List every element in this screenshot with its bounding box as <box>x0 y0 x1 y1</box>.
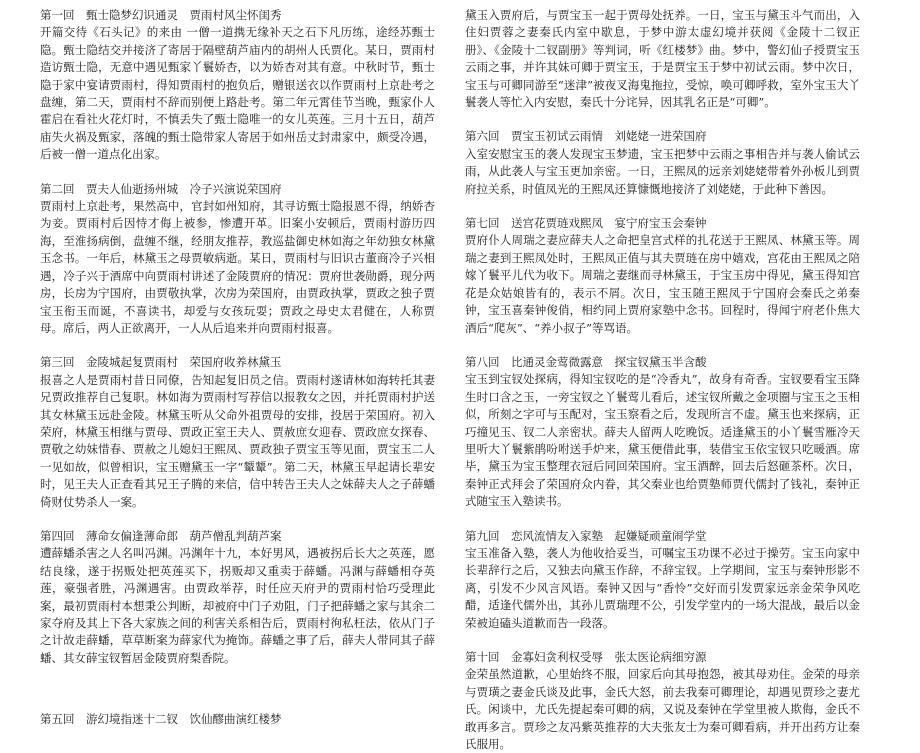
chapter-5-continued <box>465 7 860 111</box>
chapter-body: 入室安慰宝玉的袭人发现宝玉梦遗，宝玉把梦中云雨之事相告并与袭人偷试云雨，从此袭人与宝玉更加亲密。一日，王熙凤的远亲刘姥姥带着外孙板儿到贾府拉关系，时值凤光的王熙凤还算慷慨地接济了刘姥姥，于此种下善因。 <box>465 146 860 196</box>
chapter-10 <box>465 649 860 753</box>
chapter-title: 第十回 金寡妇贪利权受辱 张太医论病细穷源 <box>465 650 707 664</box>
chapter-title: 第九回 恋风流情友入家塾 起嫌疑顽童闹学堂 <box>465 528 707 543</box>
chapter-body: 贾府仆人周瑞之妻应薛夫人之命把皇宫式样的扎花送于王熙凤、林黛玉等。周瑞之妻到王熙凤处时，王熙凤正值与其夫贾琏在房中嬉戏，宫花由王熙凤之陪嫁丫鬟平儿代为收下。周瑞之妻继而寻林黛玉，于宝玉房中得见，黛玉得知宫花是众姑娘皆有的，表示不屑。次日，宝玉随王熙凤于宁国府会秦氏之弟秦钟，宝玉喜秦钟俊俏，相约同上贾府家塾中念书。回程时，得闻宁府老仆焦大酒后“爬灰”、“养小叔子”等骂语。 <box>465 233 860 335</box>
chapter-1 <box>40 7 435 164</box>
chapter-title: 第七回 送宫花贾琏戏熙凤 宴宁府宝玉会秦钟 <box>465 216 707 231</box>
chapter-title: 第五回 游幻境指迷十二钗 饮仙醪曲演红楼梦 <box>40 712 282 727</box>
chapter-title: 第二回 贾夫人仙逝扬州城 冷子兴演说荣国府 <box>40 181 282 196</box>
chapter-6 <box>465 128 860 198</box>
chapter-body: 贾雨村上京赴考，果然高中，官封如州知府，其寻访甄士隐报恩不得，纳娇杏为妾。贾雨村后因恃才侮上被参，惨遭开革。旧案小安顿后，贾雨村游历四海，至淮扬病倒，盘缠不继，经朋友推荐，教巡盐御史林如海之年幼独女林黛玉念书。一年后，林黛玉之母贾敏病逝。某日，贾雨村与旧识古董商冷子兴相遇，冷子兴于酒席中向贾雨村讲述了金陵贾府的情况：贾府世袭勋爵，现分两房，长房为宁国府，由贾敬执掌，次房为荣国府，由贾政执掌，贾政之独子贾宝玉衔玉而诞，不喜读书，却爱与女孩玩耍；贾政之母史太君健在，人称贾母。席后，两人正欲离开，一人从后追来并向贾雨村报喜。 <box>40 199 435 335</box>
chapter-title: 第六回 贾宝玉初试云雨情 刘姥姥一进荣国府 <box>465 129 707 144</box>
chapter-4 <box>40 528 435 667</box>
chapter-title: 第八回 比通灵金莺微露意 探宝钗黛玉半含酸 <box>465 354 707 369</box>
chapter-title: 第三回 金陵城起复贾雨村 荣国府收养林黛玉 <box>40 355 282 370</box>
chapter-9 <box>465 528 860 632</box>
chapter-body: 报喜之人是贾雨村昔日同僚，告知起复旧员之信。贾雨村遂请林如海转托其妻兄贾政推荐自己复职。林如海为贾雨村写荐信以报教女之因，并托贾雨村护送其女林黛玉远赴金陵。林黛玉听从父命外祖贾母的安排，投居于荣国府。初入荣府，林黛玉相继与贾母、贾政正室王夫人、贾赦庶女迎春、贾政庶女探春、贾敬之幼妹惜春、贾赦之儿媳妇王熙凤、贾政独子贾宝玉等见面，贾宝玉二人一见如故，似曾相识，宝玉赠黛玉一字“颦颦”。第二天，林黛玉早起请长辈安时，见王夫人正查看其兄王子腾的来信，信中转告王夫人之妹薛夫人之子薛蟠倚财仗势杀人一案。 <box>40 372 435 509</box>
chapter-2 <box>40 181 435 338</box>
chapter-8 <box>465 354 860 511</box>
chapter-5 <box>40 711 435 728</box>
chapter-title: 第四回 薄命女偏逢薄命郎 葫芦僧乱判葫芦案 <box>40 528 282 543</box>
chapter-body: 黛玉入贾府后，与贾宝玉一起于贾母处抚养。一日，宝玉与黛玉斗气而出，入住妇贾蓉之妻秦氏内室中歇息，于梦中游太虚幻境并获阅《金陵十二钗正册》、《金陵十二钗副册》等判词，听《红楼梦》曲。梦中，警幻仙子授贾宝玉云雨之事，并许其妹可卿于贾宝玉，于是贾宝玉于梦中初试云雨。梦中次日，宝玉与可卿同游至“迷津”被夜叉海鬼拖拉，受惊，唤可卿呼救，室外宝玉大丫鬟袭人等忙入内安慰，秦氏十分诧异，因其乳名正是“可卿”。 <box>465 8 860 110</box>
chapter-title: 第一回 甄士隐梦幻识通灵 贾雨村风尘怀闺秀 <box>40 8 282 22</box>
chapter-body: 金荣虽然道歉，心里始终不服，回家后向其母抱怨，被其母劝住。金荣的母亲与贾璜之妻金氏谈及此事，金氏大怒，前去我秦可卿理论，却遇见贾珍之妻尤氏。闲谈中，尤氏先提起秦可卿的病，又说及秦钟在学堂里被人欺侮，金氏不敢再多言。贾珍之友冯紫英推荐的大夫张友士为秦可卿看病，并开出药方让秦氏服用。 <box>465 667 860 752</box>
chapter-body: 宝玉准备入塾，袭人为他收拾妥当，可嘱宝玉功课不必过于操劳。宝玉向家中长辈辞行之后，又独去向黛玉作辞，不辞宝钗。上学期间，宝玉与秦钟形影不离，引发不少风言风语。秦钟又因与“香怜”交好而引发贾家远亲金荣争风吃醋，适逢代儒外出，其孙儿贾瑞理不公，引发学堂内的一场大混战，最后以金荣被迫磕头道歉而告一段落。 <box>465 545 860 630</box>
chapter-body: 遭薛蟠杀害之人名叫冯渊。冯渊年十九，本好男风，遇被拐后长大之英莲，愿结良缘，遂于拐贩处把英莲买下，拐贩却又重卖于薛蟠。冯渊与薛蟠相夺英莲，豪强者胜，冯渊遇害。由贾政举荐，时任应天府尹的贾雨村恰巧受理此案，最初贾雨村本想秉公判断，却被府中门子劝阻，门子把薛蟠之家与其余二家夺府及其上下各大家族之间的利害关系相告后，贾雨村徇私枉法，依从门子之计故走薛蟠，草草断案为薛家代为掩饰。薛蟠之事了后，薛夫人带同其子薛蟠、其女薛宝钗暂居金陵贾府梨香院。 <box>40 546 435 665</box>
chapter-3 <box>40 354 435 511</box>
right-column <box>465 7 860 752</box>
chapter-body: 宝玉到宝钗处探病，得知宝钗吃的是“冷香丸”，故身有奇香。宝钗要看宝玉降生时口含之玉，一旁宝钗之丫鬟莺儿看后，述宝钗所戴之金项圈与宝玉之玉相似，所刻之字可与玉配对，宝玉察看之后，发现所言不虚。黛玉也来探病，正巧撞见玉、钗二人亲密状。薛夫人留两人吃晚饭。适逢黛玉的小丫鬟雪雁冷天里听大丫鬟紫鹃吩咐送手炉来，黛玉便借此事，装借宝玉依宝钗只吃暖酒。席毕，黛玉为宝玉整理衣冠后同回荣国府。宝玉酒醉，回去后怒砸茶杯。次日，秦钟正式拜会了荣国府众内眷，其父秦业也给贾塾师贾代儒封了钱礼，秦钟正式随宝玉入塾读书。 <box>465 372 860 509</box>
chapter-7 <box>465 215 860 337</box>
chapter-body: 开篇交待《石头记》的来由 一僧一道携无缘补天之石下凡历练，途经苏甄士隐。甄士隐结交并接济了寄居于隔壁葫芦庙内的胡州人氏贾化。某日，贾雨村造访甄士隐，无意中遇见甄家丫鬟娇杏，以为娇杏对其有意。中秋时节，甄士隐于家中宴请贾雨村，得知贾雨村的抱负后，赠银送衣以作贾雨村上京赴考之盘缠，第二天，贾雨村不辞而别便上路赴考。第二年元霄佳节当晚，甄家仆人霍启在看社火花灯时，不慎丢失了甄士隐唯一的女儿英莲。三月十五日，葫芦庙失火祸及甄家，落魄的甄士隐带家人寄居于如州岳丈封肃家中，颇受冷遇，后被一僧一道点化出家。 <box>40 25 435 162</box>
left-column <box>40 7 435 727</box>
